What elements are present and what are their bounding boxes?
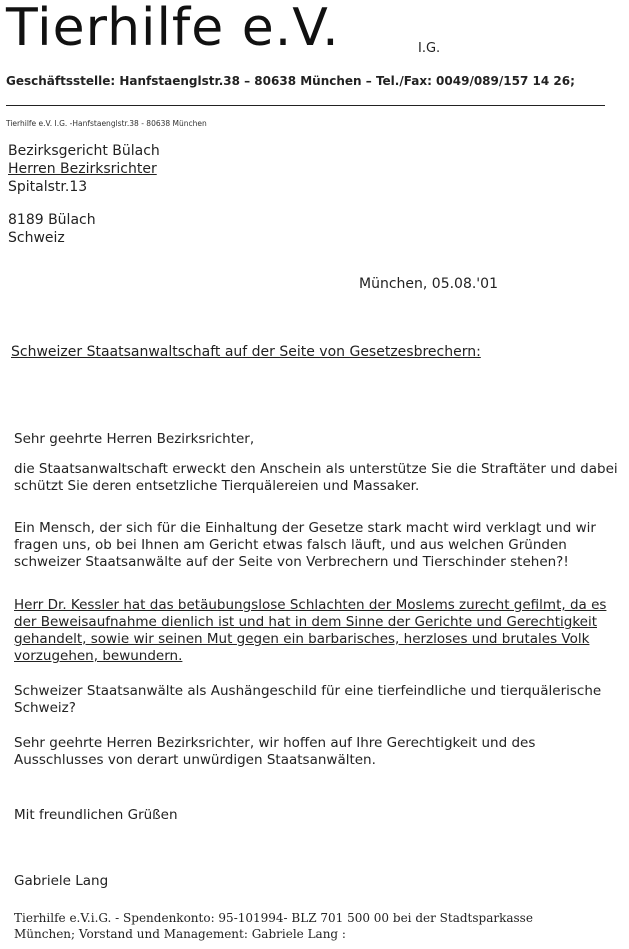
salutation: Sehr geehrte Herren Bezirksrichter,: [14, 431, 255, 447]
letterhead-divider: [6, 105, 605, 106]
signer-name: Gabriele Lang: [14, 873, 109, 889]
closing: Mit freundlichen Grüßen: [14, 807, 178, 823]
footer-line-1: Tierhilfe e.V.i.G. - Spendenkonto: 95-101994- BLZ 701 500 00 bei der Stadtsparkasse: [14, 911, 533, 925]
recipient-court: Bezirksgericht Bülach: [8, 143, 160, 159]
letter-subject: Schweizer Staatsanwaltschaft auf der Seite von Gesetzesbrechern:: [11, 344, 481, 360]
organization-suffix: I.G.: [418, 41, 441, 56]
letter-date: München, 05.08.'01: [359, 276, 498, 292]
recipient-city: 8189 Bülach: [8, 212, 96, 228]
body-paragraph-2: Ein Mensch, der sich für die Einhaltung der Gesetze stark macht wird verklagt und wir fragen uns, ob bei Ihnen am Gericht etwas falsch läuft, und aus welchen Gründen schweizer Staatsanwälte auf der Seite von Verbrechern und Tierschinder stehen?!: [14, 520, 596, 570]
body-paragraph-1: die Staatsanwaltschaft erweckt den Anschein als unterstütze Sie die Straftäter und dabei schützt Sie deren entsetzliche Tierquälereien und Massaker.: [14, 461, 618, 494]
recipient-attention: Herren Bezirksrichter: [8, 161, 157, 177]
contact-line: Geschäftsstelle: Hanfstaenglstr.38 – 80638 München – Tel./Fax: 0049/089/157 14 26;: [6, 74, 575, 88]
body-paragraph-3: Herr Dr. Kessler hat das betäubungslose Schlachten der Moslems zurecht gefilmt, da es der Beweisaufnahme dienlich ist und hat in dem Sinne der Gerichte und Gerechtigkeit gehandelt, sowie wir seinen Mut gegen ein barbarisches, herzloses und brutales Volk vorzugehen, bewundern.: [14, 597, 607, 664]
organization-name: Tierhilfe e.V.: [6, 0, 340, 58]
recipient-street: Spitalstr.13: [8, 179, 88, 195]
recipient-country: Schweiz: [8, 230, 65, 246]
footer-line-2: München; Vorstand und Management: Gabriele Lang :: [14, 927, 346, 941]
body-paragraph-5: Sehr geehrte Herren Bezirksrichter, wir hoffen auf Ihre Gerechtigkeit und des Ausschlusses von derart unwürdigen Staatsanwälten.: [14, 735, 536, 768]
footer: [14, 910, 619, 942]
body-paragraph-4: Schweizer Staatsanwälte als Aushängeschild für eine tierfeindliche und tierquälerische Schweiz?: [14, 683, 602, 716]
return-address: Tierhilfe e.V. I.G. -Hanfstaenglstr.38 - 80638 München: [6, 119, 207, 128]
